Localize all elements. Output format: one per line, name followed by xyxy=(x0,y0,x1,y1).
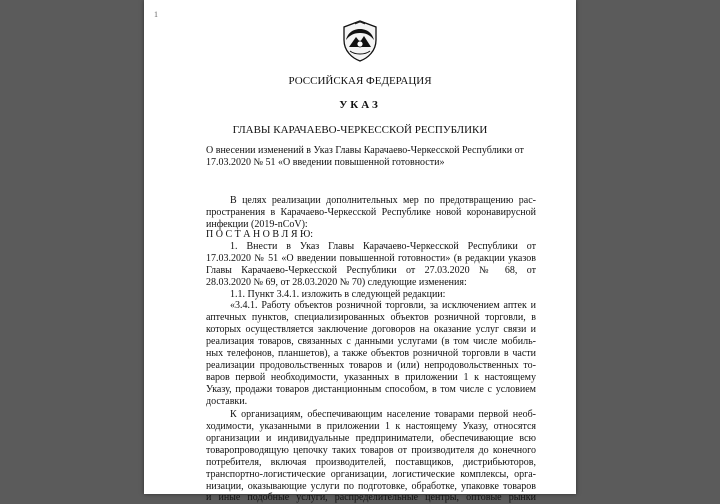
clause-line: 17.03.2020 № 51 «О введении повышенной готовности» (в редакции указов xyxy=(206,253,536,264)
quote-line: реализация товаров, связанных с данными услугами (в том числе мобиль- xyxy=(206,336,536,347)
quote-line: доставки. xyxy=(206,396,248,407)
doc-title-line: 17.03.2020 № 51 «О введении повышенной готовности» xyxy=(206,157,445,168)
quote-line: «3.4.1. Работу объектов розничной торговли, за исключением аптек и xyxy=(230,300,536,311)
doc-type-heading: УКАЗ xyxy=(339,99,381,111)
country-heading: РОССИЙСКАЯ ФЕДЕРАЦИЯ xyxy=(288,75,432,87)
subclause-line: 1.1. Пункт 3.4.1. изложить в следующей редакции: xyxy=(230,289,446,300)
quote-line: варов первой необходимости, указанных в приложении 1 к настоящему xyxy=(206,372,536,383)
intro-line: инфекции (2019-nCoV): xyxy=(206,219,308,230)
org-line: потребителя, включая производителей, поставщиков, дистрибьюторов, xyxy=(206,457,536,468)
quote-line: которых осуществляется заключение договоров на оказание услуг связи и xyxy=(206,324,536,335)
org-line: ходимости, указанными в приложении 1 к настоящему Указу, относятся xyxy=(206,421,536,432)
org-line: товаропроводящую цепочку таких товаров от производителя до конечного xyxy=(206,445,536,456)
doc-title-line: О внесении изменений в Указ Главы Карачаево-Черкесской Республики от xyxy=(206,145,524,156)
org-line: транспортно-логистические организации, логистические комплексы, орга- xyxy=(206,469,536,480)
org-line: и иные подобные услуги, распределительные центры, оптовые рынки xyxy=(206,492,536,503)
quote-line: Указу, продажи товаров дистанционным способом, в том числе с условием xyxy=(206,384,536,395)
coat-of-arms-icon xyxy=(340,20,380,62)
decree-word: П О С Т А Н О В Л Я Ю: xyxy=(206,229,314,240)
org-line: К организациям, обеспечивающим население товарами первой необ- xyxy=(230,409,536,420)
intro-line: пространения в Карачаево-Черкесской Республике новой коронавирусной xyxy=(206,207,536,218)
org-line: организации и индивидуальные предприниматели, обеспечивающие всю xyxy=(206,433,536,444)
page-mark: 1 xyxy=(154,10,158,19)
quote-line: аптечных пунктов, специализированных объектов розничной торговли, в xyxy=(206,312,536,323)
intro-line: В целях реализации дополнительных мер по предотвращению рас- xyxy=(230,195,536,206)
quote-line: ных телефонов, планшетов), а также объектов розничной торговли в части xyxy=(206,348,536,359)
authority-heading: ГЛАВЫ КАРАЧАЕВО-ЧЕРКЕССКОЙ РЕСПУБЛИКИ xyxy=(232,124,488,136)
org-line: низации, оказывающие услуги по подготовке, обработке, упаковке товаров xyxy=(206,481,536,492)
clause-line: Главы Карачаево-Черкесской Республики от 27.03.2020 № 68, от xyxy=(206,265,536,276)
document-page xyxy=(144,0,576,503)
clause-line: 1. Внести в Указ Главы Карачаево-Черкесской Республики от xyxy=(230,241,536,252)
clause-line: 28.03.2020 № 69, от 28.03.2020 № 70) следующие изменения: xyxy=(206,277,467,288)
quote-line: реализации продовольственных товаров и (или) непродовольственных то- xyxy=(206,360,536,371)
